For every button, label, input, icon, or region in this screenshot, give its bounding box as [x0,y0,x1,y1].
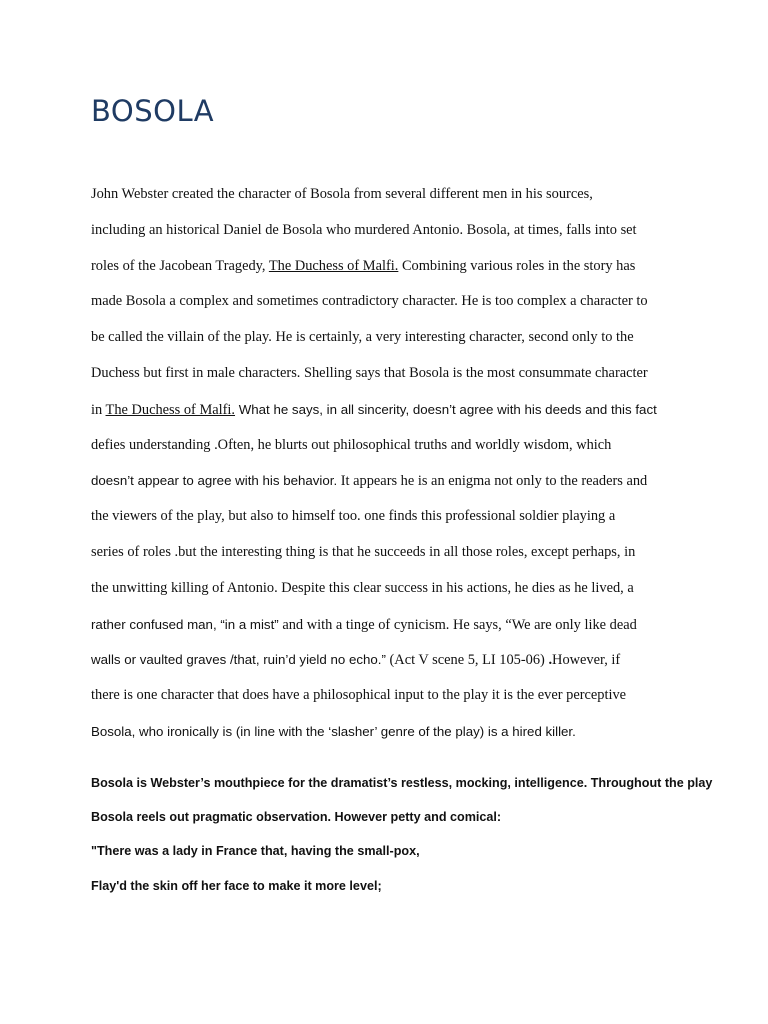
text-run: It appears he is an enigma not only to the readers and [337,473,648,490]
paragraph-line: John Webster created the character of Bosola from several different men in his sources, [91,186,593,202]
paragraph-line: defies understanding .Often, he blurts out philosophical truths and worldly wisdom, which [91,436,612,453]
text-run: roles of the Jacobean Tragedy, [91,257,269,274]
text-run: However, if [552,652,621,669]
text-run: rather confused man, “in a mist” [91,616,279,632]
paragraph-line: be called the villain of the play. He is certainly, a very interesting character, second only to the [91,329,634,346]
paragraph-line [91,392,691,428]
text-run: doesn’t appear to agree with his behavior. [91,473,338,489]
paragraph-line: Duchess but first in male characters. Shelling says that Bosola is the most consummate character [91,364,648,381]
paragraph-mouthpiece [91,766,713,834]
paragraph-line [91,642,691,678]
paragraph-line: Bosola reels out pragmatic observation. However petty and comical: [91,810,502,824]
text-run: . [548,652,553,669]
paragraph-line [91,463,691,499]
paragraph-line: there is one character that does have a philosophical input to the play it is the ever perceptive [91,687,627,704]
paragraph-line: the viewers of the play, but also to himself too. one finds this professional soldier playing a [91,508,616,525]
document-title: BOSOLA [91,94,215,128]
paragraph-line: the unwitting killing of Antonio. Despite this clear success in his actions, he dies as he lived, a [91,579,634,596]
paragraph-line: made Bosola a complex and sometimes contradictory character. He is too complex a character to [91,293,648,310]
quote-line: Flay'd the skin off her face to make it more level; [91,879,382,893]
paragraph-line: Bosola, who ironically is (in line with the ‘slasher’ genre of the play) is a hired killer. [91,723,576,739]
paragraph-line: including an historical Daniel de Bosola who murdered Antonio. Bosola, at times, falls into set [91,221,637,238]
quote-line: "There was a lady in France that, having the small-pox, [91,844,420,858]
text-run: (Act V scene 5, LI 105-06) [385,652,549,669]
text-run: in [91,401,106,418]
text-run: What he says, in all sincerity, doesn’t agree with his deeds and this fact [235,401,657,417]
paragraph-line: Bosola is Webster’s mouthpiece for the dramatist’s restless, mocking, intelligence. Throughout the play [91,776,713,790]
underlined-play-title: The Duchess of Malfi. [268,257,399,274]
underlined-play-title: The Duchess of Malfi. [105,401,236,418]
text-run: Combining various roles in the story has [398,257,636,274]
paragraph-bosola-intro [91,177,691,750]
paragraph-line [91,249,691,285]
paragraph-line: series of roles .but the interesting thing is that he succeeds in all those roles, except perhaps, in [91,543,636,560]
text-run: and with a tinge of cynicism. He says, “We are only like dead [278,616,637,633]
paragraph-line [91,607,691,643]
text-run: walls or vaulted graves /that, ruin’d yield no echo.” [91,652,386,668]
